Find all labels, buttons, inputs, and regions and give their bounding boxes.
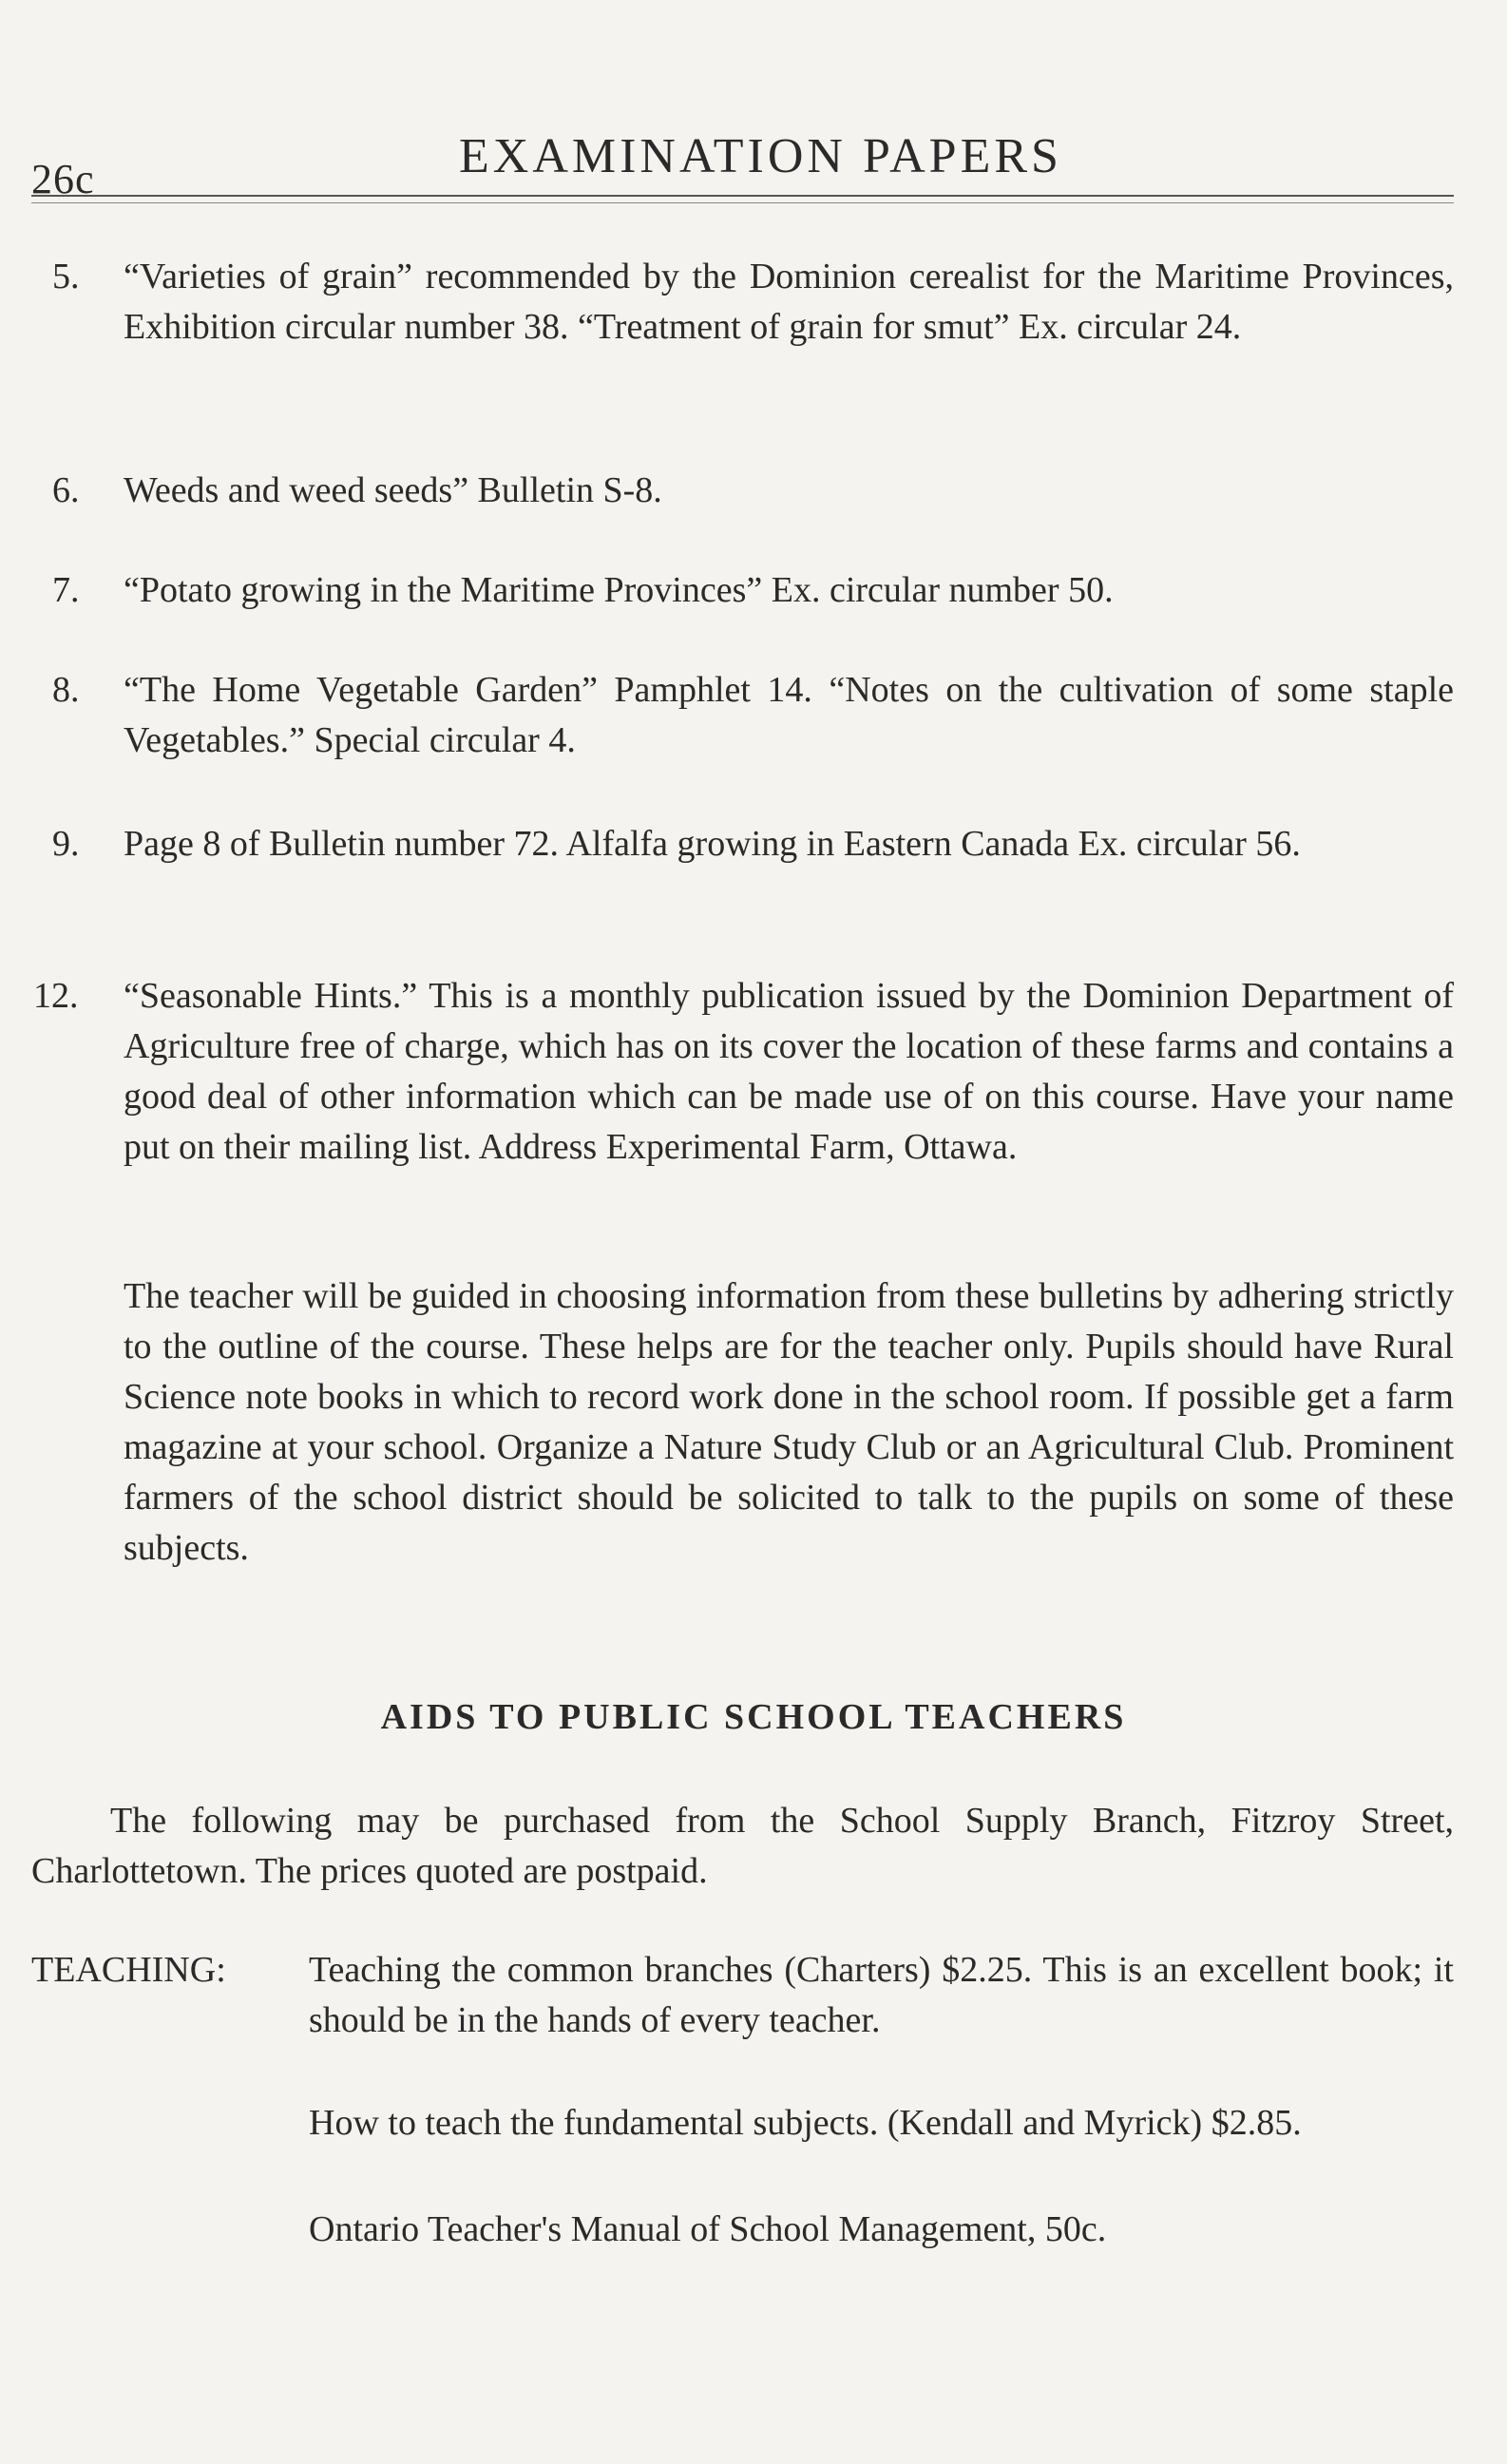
item-number: 12. bbox=[33, 976, 79, 1016]
item-text: Page 8 of Bulletin number 72. Alfalfa growing in Eastern Canada Ex. circular 56. bbox=[124, 824, 1301, 864]
item-text: “Varieties of grain” recommended by the Dominion cerealist for the Maritime Provinces, Exhibition circular number 38. “Treatment of grain for smut” Ex. circular 24. bbox=[124, 257, 1454, 347]
guidance-paragraph: The teacher will be guided in choosing information from these bulletins by adhering strictly to the outline of the course. These helps are for the teacher only. Pupils should have Rural Science note books in which to record work done in the school room. If possible get a farm magazine at your school. Organize a Nature Study Club or an Agricultural Club. Prominent farmers of the school district should be solicited to talk to the pupils on some of these subjects. bbox=[124, 1276, 1454, 1568]
item-number: 5. bbox=[52, 257, 80, 296]
teaching-label: TEACHING: bbox=[31, 1950, 226, 1990]
teaching-item: Teaching the common branches (Charters) $2.25. This is an excellent book; it should be in the hands of every teacher. bbox=[309, 1950, 1454, 2040]
section-heading: AIDS TO PUBLIC SCHOOL TEACHERS bbox=[380, 1697, 1127, 1737]
teaching-item: Ontario Teacher's Manual of School Management, 50c. bbox=[309, 2209, 1107, 2249]
header-rule bbox=[31, 195, 1454, 197]
item-number: 8. bbox=[52, 670, 80, 710]
item-text: “Seasonable Hints.” This is a monthly publication issued by the Dominion Department of Agriculture free of charge, which has on its cover the location of these farms and contains a good deal of other information which can be made use of on this course. Have your name put on their mailing list. Address Experimental Farm, Ottawa. bbox=[124, 976, 1454, 1167]
item-number: 9. bbox=[52, 824, 80, 864]
page-header bbox=[31, 128, 1454, 204]
aids-intro: The following may be purchased from the School Supply Branch, Fitzroy Street, Charlottetown. The prices quoted are postpaid. bbox=[31, 1801, 1454, 1891]
teaching-item: How to teach the fundamental subjects. (Kendall and Myrick) $2.85. bbox=[309, 2103, 1302, 2143]
item-number: 6. bbox=[52, 470, 80, 510]
item-text: Weeds and weed seeds” Bulletin S-8. bbox=[124, 470, 662, 510]
item-text: “The Home Vegetable Garden” Pamphlet 14. “Notes on the cultivation of some staple Vegetables.” Special circular 4. bbox=[124, 670, 1454, 760]
header-rule-thin bbox=[31, 202, 1454, 203]
running-title: EXAMINATION PAPERS bbox=[459, 129, 1062, 183]
item-number: 7. bbox=[52, 570, 80, 610]
item-text: “Potato growing in the Maritime Provinces” Ex. circular number 50. bbox=[124, 570, 1114, 610]
page-number: 26c bbox=[31, 156, 95, 202]
